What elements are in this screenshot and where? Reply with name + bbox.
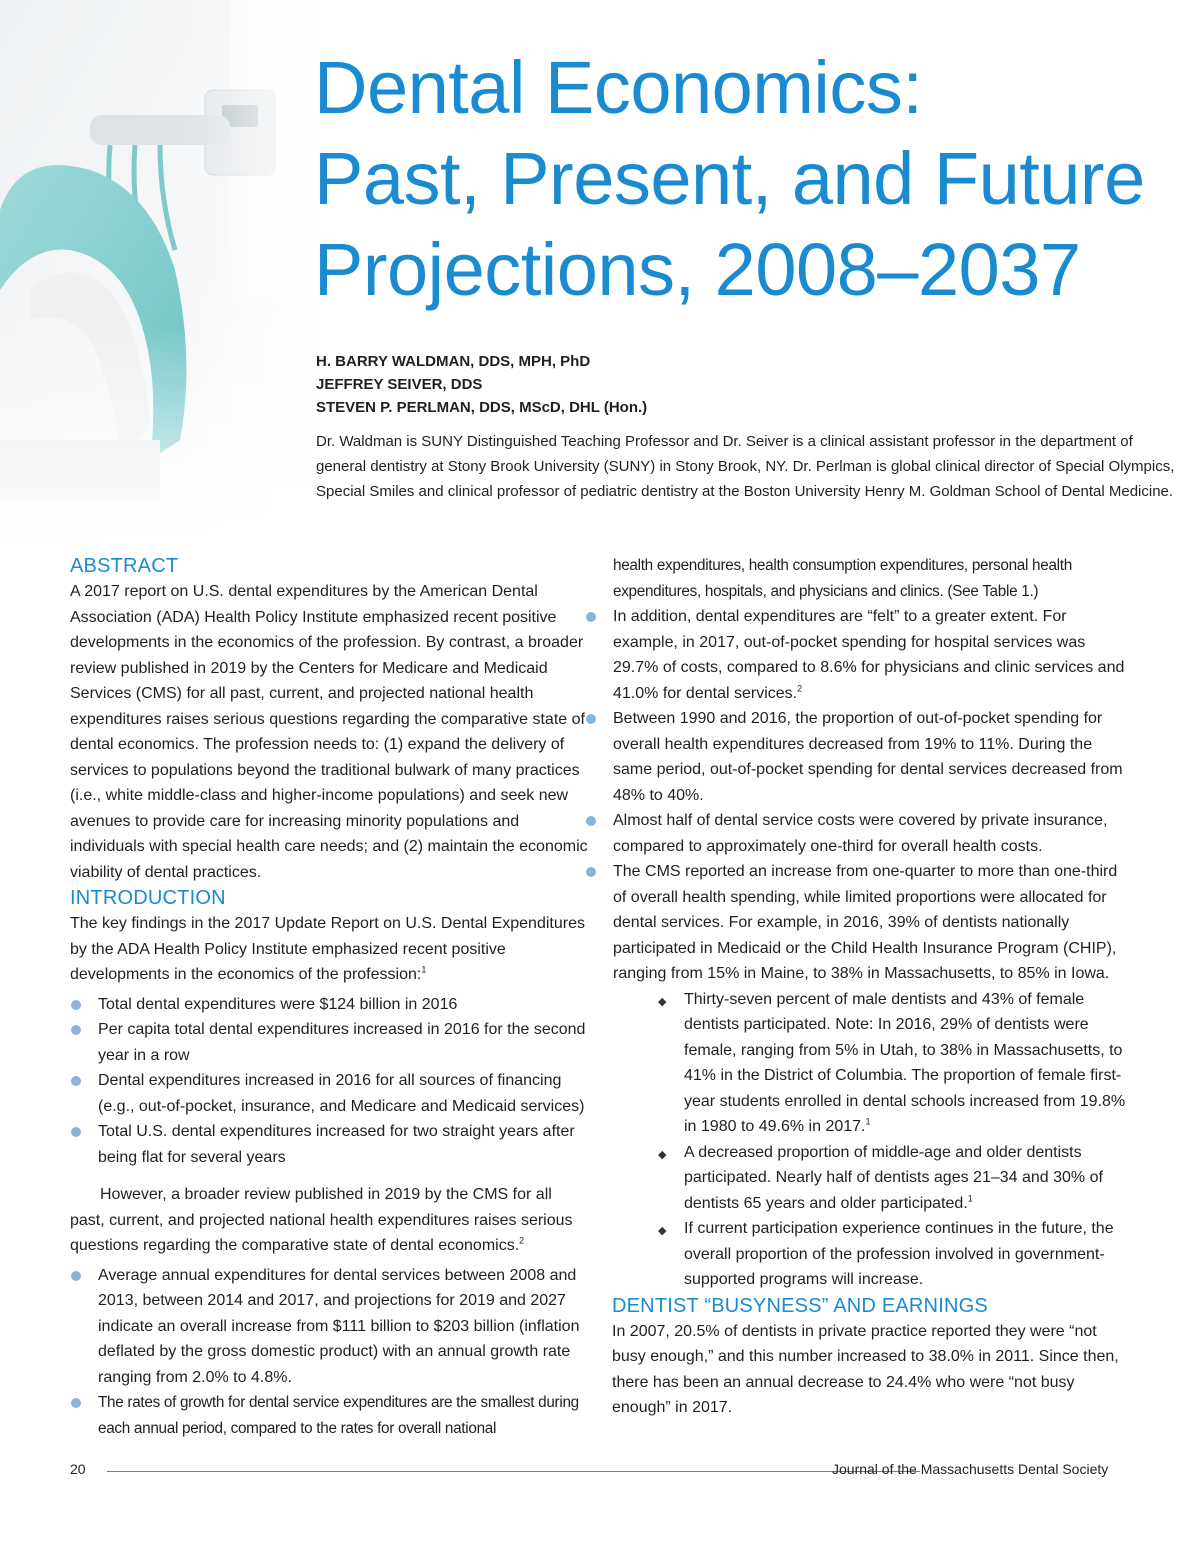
diamond-bullet-icon: ◆	[658, 995, 667, 1008]
busyness-heading: DENTIST “BUSYNESS” AND EARNINGS	[612, 1294, 988, 1317]
reference-marker: 1	[967, 1193, 973, 1204]
list-item-text: Between 1990 and 2016, the proportion of out-of-pocket spending for overall health expenditures decreased from 19% to 11%. During the same period, out-of-pocket spending for dental services decreased from 48% to 40%.	[613, 710, 1123, 804]
dental-chair-photo	[0, 0, 330, 545]
bullet-icon	[586, 714, 596, 724]
bullet-icon	[71, 1076, 81, 1086]
introduction-heading: INTRODUCTION	[70, 887, 226, 909]
busyness-text: In 2007, 20.5% of dentists in private practice reported they were “not busy enough,” and this number increased to 38.0% in 2011. Since then, there has been an annual decrease to 24.4% who were “not busy enough” in 2017.	[612, 1322, 1119, 1416]
reference-marker: 2	[797, 683, 803, 694]
title-line-2: Past, Present, and Future	[314, 137, 1145, 220]
reference-marker: 2	[519, 1235, 525, 1246]
introduction-lead-text: The key findings in the 2017 Update Report on U.S. Dental Expenditures by the ADA Health Policy Institute emphasized recent positive developments in the economics of the profession:	[70, 915, 585, 983]
author-perlman: STEVEN P. PERLMAN, DDS, MScD, DHL (Hon.)	[316, 399, 648, 416]
list-item	[70, 992, 590, 1018]
reference-marker: 1	[421, 964, 427, 975]
right-column	[612, 553, 1132, 1421]
findings-list	[70, 992, 590, 1171]
list-item	[70, 1263, 590, 1391]
sublist-item-text: Thirty-seven percent of male dentists and 43% of female dentists participated. Note: In 2016, 29% of dentists were female, ranging from 5% in Utah, to 38% in Massachusetts, to 41% in the District of Columbia. The proportion of female first-year students enrolled in dental schools increased from 19.8% in 1980 to 49.6% in 2017.	[684, 990, 1126, 1135]
list-item	[585, 706, 1132, 808]
list-item	[70, 1390, 590, 1441]
list-item	[585, 604, 1132, 706]
sublist-item	[654, 1140, 1132, 1217]
left-column	[70, 553, 590, 1441]
sublist-item-text: If current participation experience continues in the future, the overall proportion of the profession involved in government-supported programs will increase.	[684, 1220, 1114, 1288]
bullet-icon	[71, 1000, 81, 1010]
cms-points-list	[70, 1263, 590, 1442]
title-line-1: Dental Economics:	[314, 46, 923, 129]
author-waldman: H. BARRY WALDMAN, DDS, MPH, PhD	[316, 353, 591, 370]
sublist-item	[654, 987, 1132, 1140]
list-item-text: The rates of growth for dental service expenditures are the smallest during each annual period, compared to the rates for overall national	[98, 1394, 579, 1437]
list-item-text: In addition, dental expenditures are “felt” to a greater extent. For example, in 2017, out-of-pocket spending for hospital services was 29.7% of costs, compared to 8.6% for physicians and clinic services and 41.0% for dental services.	[613, 608, 1125, 702]
list-item-text: The CMS reported an increase from one-quarter to more than one-third of overall health spending, while limited proportions were allocated for dental services. For example, in 2016, 39% of dentists nationally participated in Medicaid or the Child Health Insurance Program (CHIP), ranging from 15% in Maine, to 38% in Massachusetts, to 85% in Iowa.	[613, 863, 1118, 982]
title-line-3: Projections, 2008–2037	[314, 228, 1081, 311]
diamond-bullet-icon: ◆	[658, 1225, 667, 1237]
list-item-text: Dental expenditures increased in 2016 for all sources of financing (e.g., out-of-pocket, insurance, and Medicare and Medicaid services)	[98, 1072, 585, 1115]
sublist-item-text: A decreased proportion of middle-age and older dentists participated. Nearly half of dentists ages 21–34 and 30% of dentists 65 years and older participated.	[684, 1143, 1103, 1212]
continued-text: health expenditures, health consumption expenditures, personal health expenditures, hospitals, and physicians and clinics. (See Table 1.)	[613, 557, 1072, 600]
bullet-icon	[71, 1271, 81, 1281]
list-item	[70, 1068, 590, 1119]
participation-sublist	[612, 987, 1132, 1293]
list-item	[70, 1017, 590, 1068]
article-title	[314, 42, 1184, 315]
bullet-icon	[71, 1398, 81, 1408]
bullet-icon	[71, 1127, 81, 1137]
author-affiliation: Dr. Waldman is SUNY Distinguished Teaching Professor and Dr. Seiver is a clinical assistant professor in the department of general dentistry at Stony Brook University (SUNY) in Stony Brook, NY. Dr. Perlman is global clinical director of Special Olympics, Special Smiles and clinical professor of pediatric dentistry at the Boston University Henry M. Goldman School of Dental Medicine.	[316, 433, 1175, 500]
bullet-icon	[586, 867, 596, 877]
list-item-text: Almost half of dental service costs were covered by private insurance, compared to approximately one-third for overall health costs.	[613, 812, 1108, 855]
footer-divider	[107, 1471, 920, 1472]
list-item-text: Average annual expenditures for dental services between 2008 and 2013, between 2014 and 2017, and projections for 2019 and 2027 indicate an overall increase from $111 billion to $203 billion (inflation deflated by the gross domestic product) with an annual growth rate ranging from 2.0% to 4.8%.	[98, 1266, 580, 1386]
list-item-text: Total U.S. dental expenditures increased for two straight years after being flat for several years	[98, 1123, 575, 1166]
author-seiver: JEFFREY SEIVER, DDS	[316, 376, 483, 393]
page-number: 20	[70, 1461, 86, 1477]
abstract-heading: ABSTRACT	[70, 555, 179, 577]
cms-details-list	[612, 604, 1132, 987]
introduction-lead	[70, 911, 590, 988]
list-item	[585, 859, 1132, 987]
list-item-text: Total dental expenditures were $124 billion in 2016	[98, 995, 458, 1013]
bullet-icon	[71, 1025, 81, 1035]
list-item	[70, 1119, 590, 1170]
diamond-bullet-icon: ◆	[658, 1148, 667, 1161]
however-text: However, a broader review published in 2019 by the CMS for all past, current, and projected national health expenditures raises serious questions regarding the comparative state of dental economics.	[70, 1186, 573, 1254]
author-block	[316, 350, 1176, 504]
bullet-icon	[586, 816, 596, 826]
reference-marker: 1	[865, 1116, 871, 1127]
list-item-text: Per capita total dental expenditures increased in 2016 for the second year in a row	[98, 1021, 586, 1064]
abstract-text: A 2017 report on U.S. dental expenditures by the American Dental Association (ADA) Health Policy Institute emphasized recent positive developments in the economics of the profession. By contrast, a broader review published in 2019 by the Centers for Medicare and Medicaid Services (CMS) for all past, current, and projected national health expenditures raises serious questions regarding the comparative state of dental economics. The profession needs to: (1) expand the delivery of services to populations beyond the traditional bulwark of many practices (i.e., white middle-class and higher-income populations) and seek new avenues to provide care for increasing minority populations and individuals with special health care needs; and (2) maintain the economic viability of dental practices.	[70, 583, 588, 881]
however-paragraph	[70, 1182, 590, 1259]
bullet-icon	[586, 612, 596, 622]
journal-name: Journal of the Massachusetts Dental Society	[832, 1461, 1109, 1477]
list-item	[585, 808, 1132, 859]
sublist-item	[654, 1216, 1132, 1293]
